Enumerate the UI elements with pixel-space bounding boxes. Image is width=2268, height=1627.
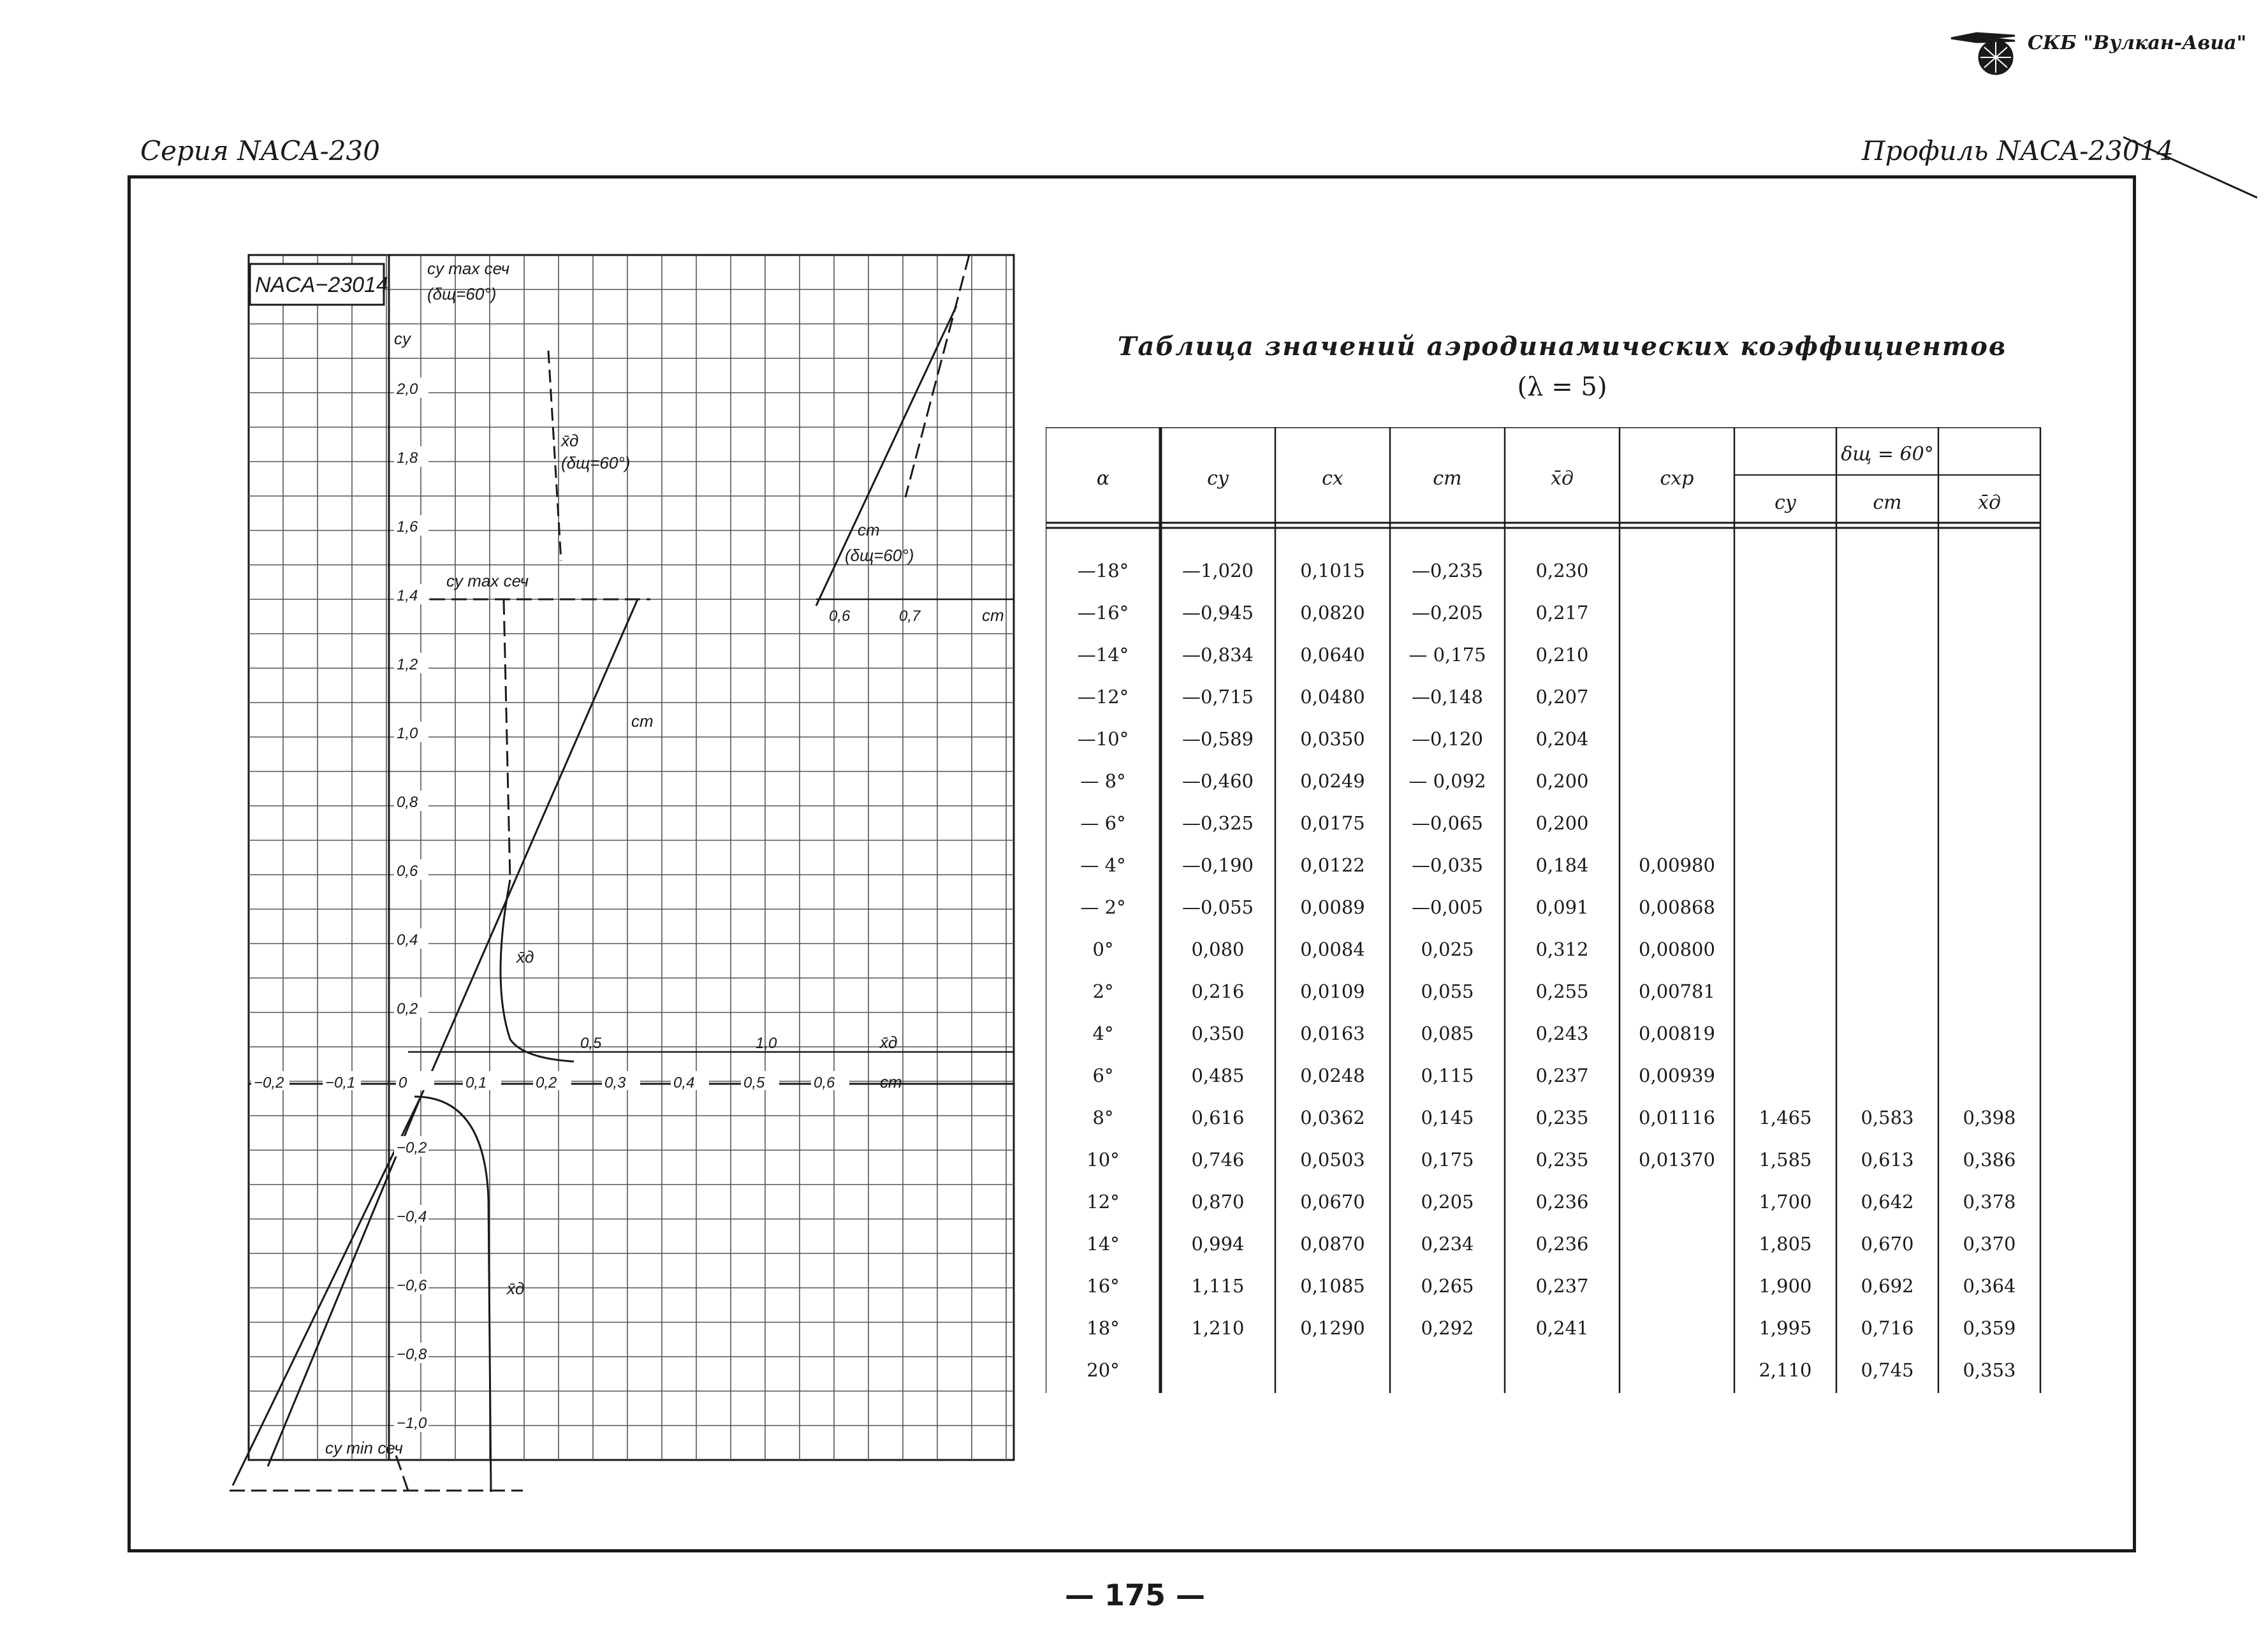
xd-tick-label: 0,5 — [580, 1035, 602, 1052]
table-cell: —0,055 — [1182, 896, 1254, 918]
y-tick-label: 1,8 — [397, 449, 418, 467]
table-cell: 0,00800 — [1639, 938, 1715, 960]
table-cell: 0,210 — [1535, 644, 1589, 666]
table-cell: 0,0084 — [1300, 938, 1365, 960]
table-header-cell: x̄д — [1551, 467, 1574, 490]
table-cell: 14° — [1086, 1233, 1120, 1255]
flap-group-header: δщ = 60° — [1841, 443, 1934, 465]
y-tick-label: −0,8 — [397, 1346, 427, 1363]
table-cell: —0,834 — [1182, 644, 1254, 666]
table-cell: 0,692 — [1861, 1275, 1914, 1297]
y-tick-label: 0,8 — [397, 794, 418, 811]
table-cell: 0,398 — [1963, 1107, 2016, 1128]
y-tick-label: 0,6 — [397, 863, 418, 880]
table-cell: 10° — [1086, 1149, 1120, 1171]
chart-grid — [249, 255, 1014, 1460]
table-cell: 0,0640 — [1300, 644, 1365, 666]
table-cell: 0,0248 — [1300, 1065, 1365, 1086]
table-cell: 1,700 — [1759, 1191, 1812, 1213]
table-cell: 0,364 — [1963, 1275, 2016, 1297]
table-cell: 12° — [1086, 1191, 1120, 1213]
upper-cm-tick-label: 0,7 — [899, 608, 921, 625]
table-cell: — 0,092 — [1408, 770, 1486, 792]
y-tick-label: 1,0 — [397, 725, 418, 742]
table-subtitle: (λ = 5) — [1517, 372, 1607, 402]
table-cell: —0,715 — [1182, 686, 1254, 708]
table-cell: — 0,175 — [1408, 644, 1486, 666]
table-cell: 0,237 — [1535, 1275, 1589, 1297]
table-cell: 0,746 — [1191, 1149, 1245, 1171]
y-tick-label: −0,4 — [397, 1208, 427, 1225]
cm-tick-label: −0,2 — [254, 1074, 284, 1091]
table-cell: 0,115 — [1421, 1065, 1474, 1086]
cy-max-label: cy max сеч — [446, 571, 529, 590]
y-tick-label: −0,2 — [397, 1139, 427, 1156]
table-cell: 0,236 — [1535, 1191, 1589, 1213]
table-cell: 16° — [1086, 1275, 1120, 1297]
xd-flap-label-2: (δщ=60°) — [561, 453, 631, 472]
cy-min-label: cy min сеч — [325, 1438, 403, 1457]
table-cell: — 8° — [1080, 770, 1126, 792]
table-cell: 0,716 — [1861, 1317, 1914, 1339]
table-cell: 0,359 — [1963, 1317, 2016, 1339]
table-header-cell: cm — [1433, 467, 1462, 490]
flap-header-cell: cy — [1774, 492, 1796, 514]
table-cell: 0,145 — [1421, 1107, 1474, 1128]
cm-flap-label-2: (δщ=60°) — [845, 546, 914, 565]
table-cell: 0,378 — [1963, 1191, 2016, 1213]
table-cell: 1,210 — [1191, 1317, 1245, 1339]
table-cell: 0,01116 — [1639, 1107, 1715, 1128]
table-cell: —0,190 — [1182, 854, 1254, 876]
table-cell: —0,035 — [1411, 854, 1484, 876]
table-cell: 0,0480 — [1300, 686, 1365, 708]
table-cell: 0° — [1092, 938, 1114, 960]
xd-flap-curve — [548, 351, 561, 561]
table-cell: 0,230 — [1535, 560, 1589, 581]
table-cell: 0,0362 — [1300, 1107, 1365, 1128]
table-cell: —14° — [1077, 644, 1129, 666]
table-cell: —0,205 — [1411, 602, 1484, 624]
table-cell: 0,613 — [1861, 1149, 1914, 1171]
table-cell: 0,200 — [1535, 770, 1589, 792]
table-cell: —0,065 — [1411, 812, 1484, 834]
cm-tick-label: 0,3 — [604, 1074, 626, 1091]
table-title: Таблица значений аэродинамических коэффициентов — [1117, 332, 2007, 361]
table-cell: 0,00868 — [1639, 896, 1715, 918]
table-cell: 0,216 — [1191, 981, 1245, 1002]
table-cell: 0,0109 — [1300, 981, 1365, 1002]
table-cell: 0,870 — [1191, 1191, 1245, 1213]
corner-line — [2123, 134, 2264, 204]
table-cell: 0,745 — [1861, 1359, 1914, 1381]
cy-curve — [233, 599, 638, 1485]
xd-upper-label: x̄д — [516, 947, 534, 967]
table-cell: 1,805 — [1759, 1233, 1812, 1255]
table-cell: 0,080 — [1191, 938, 1245, 960]
table-cell: 0,0670 — [1300, 1191, 1365, 1213]
y-tick-label: 2,0 — [397, 381, 418, 398]
table-cell: —10° — [1077, 728, 1129, 750]
table-cell: 1,995 — [1759, 1317, 1812, 1339]
xd-axis-label: x̄д — [880, 1033, 898, 1052]
table-cell: 0,265 — [1421, 1275, 1474, 1297]
y-tick-label: 0,2 — [397, 1000, 418, 1018]
table-cell: 0,01370 — [1639, 1149, 1715, 1171]
table-cell: — 2° — [1080, 896, 1126, 918]
table-cell: 6° — [1092, 1065, 1114, 1086]
table-cell: 0,237 — [1535, 1065, 1589, 1086]
table-cell: 0,00781 — [1639, 981, 1715, 1002]
y-tick-label: 0,4 — [397, 931, 418, 949]
cm-tick-label: 0,6 — [814, 1074, 835, 1091]
y-axis-label: cy — [394, 329, 411, 348]
table-cell: 1,900 — [1759, 1275, 1812, 1297]
table-cell: — 4° — [1080, 854, 1126, 876]
table-cell: 0,00939 — [1639, 1065, 1715, 1086]
table-cell: —18° — [1077, 560, 1129, 581]
table-cell: —0,235 — [1411, 560, 1484, 581]
table-cell: 1,465 — [1759, 1107, 1812, 1128]
table-cell: — 6° — [1080, 812, 1126, 834]
aero-chart — [217, 242, 1058, 1524]
chart-title: NACA−23014 — [255, 273, 388, 297]
chart-title-box — [250, 264, 388, 305]
cm-tick-label: 0,1 — [465, 1074, 487, 1091]
table-cell: 0,00819 — [1639, 1023, 1715, 1044]
table-cell: —1,020 — [1182, 560, 1254, 581]
table-cell: 1,585 — [1759, 1149, 1812, 1171]
cm-tick-label: −0,1 — [325, 1074, 356, 1091]
table-cell: 0,204 — [1535, 728, 1589, 750]
cm-tick-label: 0,2 — [536, 1074, 557, 1091]
table-cell: —0,945 — [1182, 602, 1254, 624]
table-cell: 20° — [1086, 1359, 1120, 1381]
xd-flap-label: x̄д — [561, 431, 579, 450]
table-cell: 0,091 — [1535, 896, 1589, 918]
table-cell: 0,0503 — [1300, 1149, 1365, 1171]
table-cell: 0,175 — [1421, 1149, 1474, 1171]
table-cell: 0,292 — [1421, 1317, 1474, 1339]
table-cell: 0,0163 — [1300, 1023, 1365, 1044]
table-cell: 2° — [1092, 981, 1114, 1002]
table-cell: 0,184 — [1535, 854, 1589, 876]
table-cell: 0,583 — [1861, 1107, 1914, 1128]
table-cell: 0,353 — [1963, 1359, 2016, 1381]
table-cell: 8° — [1092, 1107, 1114, 1128]
table-cell: 0,0249 — [1300, 770, 1365, 792]
table-cell: 0,0089 — [1300, 896, 1365, 918]
y-tick-label: 1,6 — [397, 518, 418, 536]
table-cell: 0,994 — [1191, 1233, 1245, 1255]
cm-flap-label: cm — [858, 520, 880, 539]
cy-max-flap-label: cy max сеч — [427, 259, 510, 278]
page-number: — 175 — — [1064, 1578, 1206, 1612]
cm-axis-label: cm — [880, 1072, 902, 1091]
table-cell: —16° — [1077, 602, 1129, 624]
table-cell: 0,241 — [1535, 1317, 1589, 1339]
table-cell: —0,325 — [1182, 812, 1254, 834]
table-cell: 0,205 — [1421, 1191, 1474, 1213]
xd-lower-label: x̄д — [507, 1279, 525, 1298]
cy-max-vertical — [504, 599, 510, 880]
xd-tick-label: 1,0 — [756, 1035, 777, 1052]
table-header-cell: cxp — [1660, 467, 1694, 490]
cy-max-flap-label-2: (δщ=60°) — [427, 284, 497, 303]
table-cell: 0,207 — [1535, 686, 1589, 708]
table-cell: 0,235 — [1535, 1107, 1589, 1128]
table-cell: —0,589 — [1182, 728, 1254, 750]
table-cell: 0,236 — [1535, 1233, 1589, 1255]
table-header-cell: cx — [1322, 467, 1343, 490]
table-cell: 0,0350 — [1300, 728, 1365, 750]
table-cell: 4° — [1092, 1023, 1114, 1044]
table-cell: 0,00980 — [1639, 854, 1715, 876]
grid-border — [249, 255, 1014, 1460]
table-cell: 0,025 — [1421, 938, 1474, 960]
airplane-logo-icon — [1951, 33, 2015, 74]
y-tick-label: −0,6 — [397, 1277, 427, 1294]
table-cell: 0,0820 — [1300, 602, 1365, 624]
y-tick-label: 1,4 — [397, 587, 418, 604]
table-cell: —0,120 — [1411, 728, 1484, 750]
table-cell: 0,350 — [1191, 1023, 1245, 1044]
table-cell: 0,1085 — [1300, 1275, 1365, 1297]
flap-header-cell: cm — [1873, 492, 1902, 514]
table-cell: 0,642 — [1861, 1191, 1914, 1213]
cm-tick-label: 0,5 — [743, 1074, 765, 1091]
y-tick-label: 1,2 — [397, 656, 418, 673]
chart-curves — [230, 255, 969, 1492]
table-cell: 0,255 — [1535, 981, 1589, 1002]
table-header-cell: α — [1096, 467, 1110, 490]
table-cell: 0,485 — [1191, 1065, 1245, 1086]
table-cell: 0,235 — [1535, 1149, 1589, 1171]
table-cell: 0,0122 — [1300, 854, 1365, 876]
table-cell: 0,370 — [1963, 1233, 2016, 1255]
y-tick-label: −1,0 — [397, 1415, 427, 1432]
table-cell: 0,0870 — [1300, 1233, 1365, 1255]
table-cell: 0,1015 — [1300, 560, 1365, 581]
table-cell: 0,243 — [1535, 1023, 1589, 1044]
logo-text: СКБ "Вулкан-Авиа" — [2028, 32, 2247, 54]
xd-upper-curve — [501, 880, 574, 1062]
table-cell: —0,460 — [1182, 770, 1254, 792]
table-cell: 0,217 — [1535, 602, 1589, 624]
upper-cm-axis-label: cm — [982, 606, 1004, 625]
table-cell: 2,110 — [1759, 1359, 1812, 1381]
table-cell: —0,148 — [1411, 686, 1484, 708]
table-header-cell: cy — [1207, 467, 1229, 490]
table-cell: 0,234 — [1421, 1233, 1474, 1255]
flap-header-cell: x̄д — [1978, 492, 2001, 514]
series-title: Серия NACA-230 — [140, 135, 380, 166]
table-cell: 0,055 — [1421, 981, 1474, 1002]
table-cell: 0,670 — [1861, 1233, 1914, 1255]
table-cell: —12° — [1077, 686, 1129, 708]
table-cell: 18° — [1086, 1317, 1120, 1339]
table-cell: 0,616 — [1191, 1107, 1245, 1128]
cm-tick-label: 0,4 — [673, 1074, 695, 1091]
table-cell: —0,005 — [1411, 896, 1484, 918]
table-cell: 0,0175 — [1300, 812, 1365, 834]
table-cell: 0,200 — [1535, 812, 1589, 834]
table-cell: 0,085 — [1421, 1023, 1474, 1044]
cm-curve-label: cm — [631, 711, 654, 731]
cm-tick-label: 0 — [399, 1074, 407, 1091]
table-cell: 0,386 — [1963, 1149, 2016, 1171]
table-cell: 0,312 — [1535, 938, 1589, 960]
upper-cm-tick-label: 0,6 — [829, 608, 851, 625]
table-cell: 1,115 — [1191, 1275, 1245, 1297]
table-cell: 0,1290 — [1300, 1317, 1365, 1339]
profile-title: Профиль NACA-23014 — [1862, 135, 2174, 166]
coefficients-table — [1046, 427, 2053, 1409]
